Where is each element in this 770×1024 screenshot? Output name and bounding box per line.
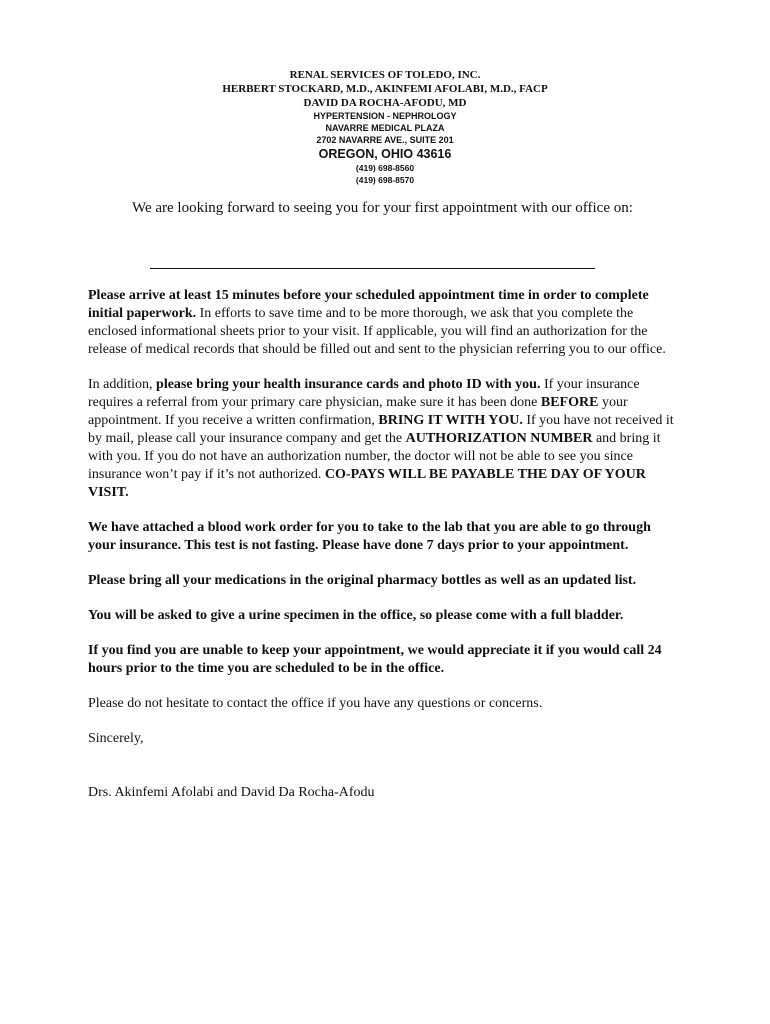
insurance-text-4: If you have not received it by mail, please call your insurance company and get the [88, 413, 674, 446]
paragraph-medications [88, 572, 680, 590]
phone-1: (419) 698-8560 [355, 163, 415, 173]
street-address: 2702 NAVARRE AVE., SUITE 201 [316, 135, 454, 145]
insurance-text-5: and bring it with you. If you do not have an authorization number, the doctor will not be able to see you since insurance won’t pay if it’s not authorized. [88, 431, 661, 482]
blood-work-text: We have attached a blood work order for you to take to the lab that you are able to go through your insurance. This test is not fasting. Please have done 7 days prior to your appointment. [88, 520, 651, 553]
paragraph-cancel [88, 642, 680, 678]
appointment-date-line [150, 268, 595, 269]
insurance-text-2: If your insurance requires a referral from your primary care physician, make sure it has been done [88, 377, 640, 410]
insurance-text-3: your appointment. If you receive a written confirmation, [88, 395, 628, 428]
medications-text: Please bring all your medications in the original pharmacy bottles as well as an updated list. [88, 573, 637, 588]
intro-text: We are looking forward to seeing you for your first appointment with our office on: [132, 200, 633, 216]
phone-2: (419) 698-8570 [355, 175, 415, 185]
closing: Sincerely, [88, 731, 144, 746]
building-name: NAVARRE MEDICAL PLAZA [325, 123, 445, 133]
insurance-bold-3: BRING IT WITH YOU. [378, 413, 523, 428]
letterhead [0, 68, 770, 186]
paragraph-urine [88, 607, 680, 625]
arrival-bold: Please arrive at least 15 minutes before your scheduled appointment time in order to complete initial paperwork. [88, 288, 649, 321]
arrival-text: In efforts to save time and to be more thorough, we ask that you complete the enclosed informational sheets prior to your visit. If applicable, you will find an authorization for the release of medical records that should be filled out and sent to the physician referring you to our office. [88, 306, 666, 357]
paragraph-arrival [88, 287, 680, 359]
doctors-line-2: DAVID DA ROCHA-AFODU, MD [303, 97, 467, 109]
urine-text: You will be asked to give a urine specimen in the office, so please come with a full bladder. [88, 608, 624, 623]
insurance-bold-5: CO-PAYS WILL BE PAYABLE THE DAY OF YOUR VISIT. [88, 467, 646, 500]
paragraph-insurance [88, 376, 680, 502]
insurance-bold-2: BEFORE [540, 395, 599, 410]
org-name: RENAL SERVICES OF TOLEDO, INC. [289, 69, 481, 81]
signature-name: Drs. Akinfemi Afolabi and David Da Rocha-Afodu [88, 785, 375, 800]
insurance-bold-1: please bring your health insurance cards and photo ID with you. [156, 377, 541, 392]
cancel-text: If you find you are unable to keep your appointment, we would appreciate it if you would call 24 hours prior to the time you are scheduled to be in the office. [88, 643, 662, 676]
specialty: HYPERTENSION - NEPHROLOGY [313, 111, 457, 121]
insurance-text-1: In addition, [88, 377, 157, 392]
paragraph-blood-work [88, 519, 680, 555]
paragraph-contact: Please do not hesitate to contact the office if you have any questions or concerns. [88, 696, 543, 711]
city-state-zip: OREGON, OHIO 43616 [318, 147, 452, 161]
letter-body [88, 287, 680, 819]
doctors-line-1: HERBERT STOCKARD, M.D., AKINFEMI AFOLABI, M.D., FACP [222, 83, 548, 95]
insurance-bold-4: AUTHORIZATION NUMBER [405, 431, 593, 446]
